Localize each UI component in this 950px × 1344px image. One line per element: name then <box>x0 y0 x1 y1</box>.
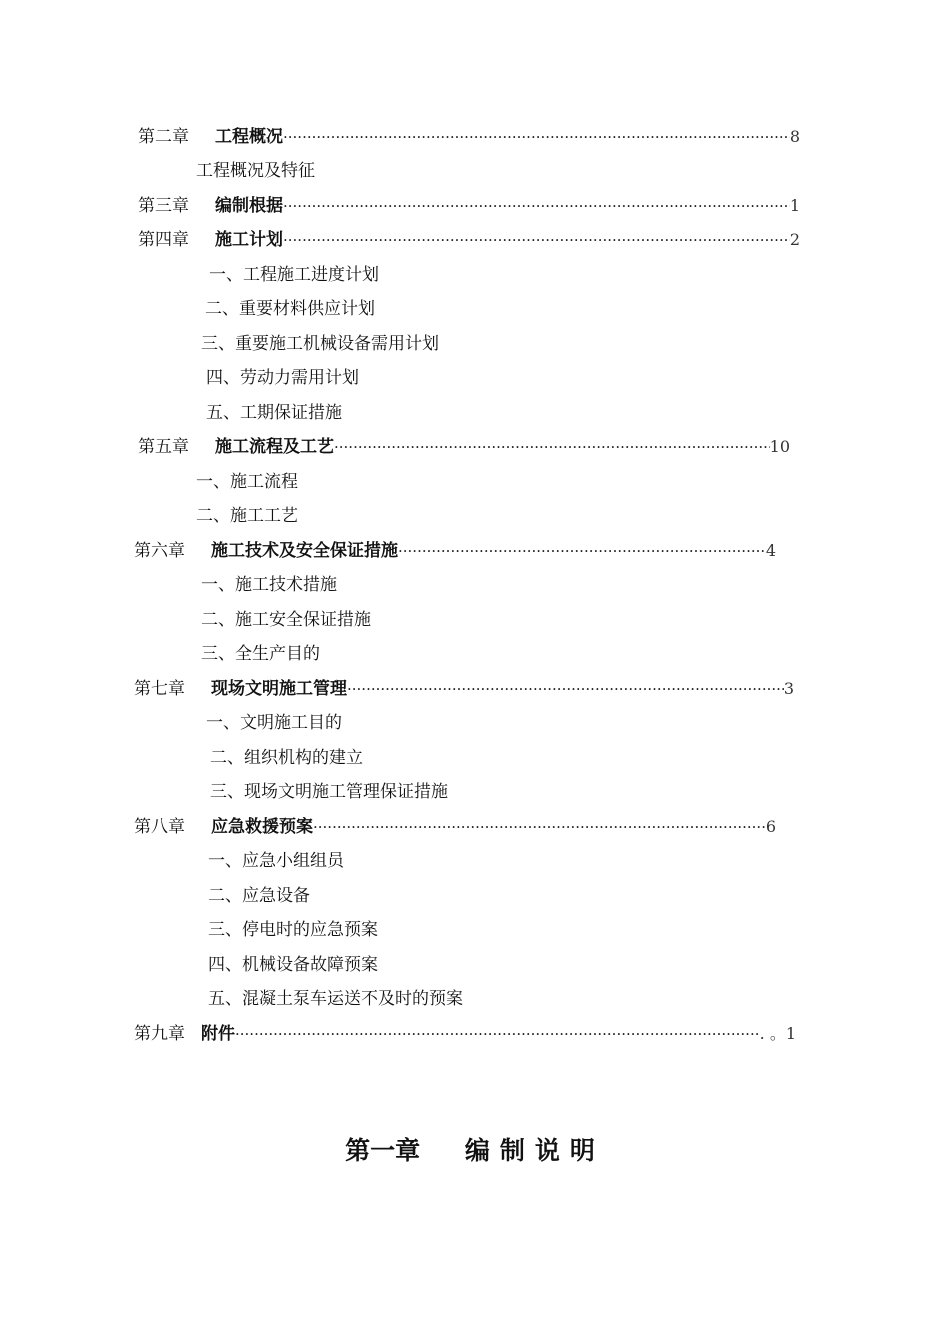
toc-subentry[interactable]: 二、重要材料供应计划 <box>205 299 375 319</box>
toc-subentry[interactable]: 工程概况及特征 <box>196 161 315 181</box>
toc-entry-chapter-5[interactable] <box>138 434 790 460</box>
toc-entry-chapter-9[interactable] <box>134 1021 796 1047</box>
toc-subentry[interactable]: 五、工期保证措施 <box>206 403 342 423</box>
toc-subentry[interactable]: 二、组织机构的建立 <box>210 748 363 768</box>
toc-page-number: 2 <box>789 230 800 249</box>
toc-subentry[interactable]: 二、施工安全保证措施 <box>201 610 371 630</box>
toc-leader-dots <box>235 1021 760 1047</box>
toc-subentry[interactable]: 五、混凝土泵车运送不及时的预案 <box>208 989 463 1009</box>
chapter-heading <box>0 1131 950 1167</box>
toc-chapter-number: 第四章 <box>138 230 189 250</box>
toc-subentry[interactable]: 一、应急小组组员 <box>208 851 344 871</box>
toc-entry-chapter-2[interactable] <box>138 124 800 150</box>
toc-subentry[interactable]: 一、文明施工目的 <box>206 713 342 733</box>
toc-chapter-title: 工程概况 <box>215 127 283 147</box>
toc-chapter-number: 第三章 <box>138 196 189 216</box>
toc-chapter-title: 施工技术及安全保证措施 <box>211 541 398 561</box>
toc-entry-chapter-4[interactable] <box>138 227 800 253</box>
toc-chapter-number: 第六章 <box>134 541 185 561</box>
toc-chapter-number: 第八章 <box>134 817 185 837</box>
toc-leader-dots <box>398 538 766 564</box>
toc-page-number: 3 <box>783 679 794 698</box>
toc-leader-dots <box>347 676 784 702</box>
toc-chapter-title: 施工流程及工艺 <box>215 437 334 457</box>
toc-subentry[interactable]: 一、工程施工进度计划 <box>209 265 379 285</box>
toc-page-number: 6 <box>765 817 776 836</box>
toc-leader-dots <box>334 434 770 460</box>
toc-chapter-number: 第五章 <box>138 437 189 457</box>
toc-page-number: 4 <box>765 541 776 560</box>
toc-leader-dots <box>283 124 790 150</box>
toc-entry-chapter-3[interactable] <box>138 193 800 219</box>
toc-subentry[interactable]: 三、停电时的应急预案 <box>208 920 378 940</box>
toc-chapter-number: 第七章 <box>134 679 185 699</box>
toc-entry-chapter-7[interactable] <box>134 676 794 702</box>
toc-page-number: . 。1 <box>759 1024 796 1043</box>
toc-subentry[interactable]: 三、重要施工机械设备需用计划 <box>201 334 439 354</box>
toc-subentry[interactable]: 四、劳动力需用计划 <box>206 368 359 388</box>
toc-chapter-number: 第九章 <box>134 1024 185 1044</box>
toc-chapter-title: 施工计划 <box>215 230 283 250</box>
toc-page-number: 8 <box>789 127 800 146</box>
toc-chapter-title: 现场文明施工管理 <box>211 679 347 699</box>
toc-entry-chapter-6[interactable] <box>134 538 776 564</box>
chapter-heading-title: 编制说明 <box>464 1136 605 1165</box>
chapter-heading-number: 第一章 <box>345 1136 421 1165</box>
toc-subentry[interactable]: 一、施工技术措施 <box>201 575 337 595</box>
toc-leader-dots <box>283 193 790 219</box>
toc-entry-chapter-8[interactable] <box>134 814 776 840</box>
toc-subentry[interactable]: 三、全生产目的 <box>201 644 320 664</box>
toc-leader-dots <box>313 814 766 840</box>
toc-subentry[interactable]: 四、机械设备故障预案 <box>208 955 378 975</box>
toc-subentry[interactable]: 一、施工流程 <box>196 472 298 492</box>
toc-page-number: 10 <box>769 437 790 456</box>
toc-subentry[interactable]: 二、应急设备 <box>208 886 310 906</box>
toc-subentry[interactable]: 二、施工工艺 <box>196 506 298 526</box>
toc-chapter-number: 第二章 <box>138 127 189 147</box>
toc-page-number: 1 <box>789 196 800 215</box>
toc-leader-dots <box>283 227 790 253</box>
toc-subentry[interactable]: 三、现场文明施工管理保证措施 <box>210 782 448 802</box>
toc-chapter-title: 附件 <box>201 1024 235 1044</box>
toc-chapter-title: 编制根据 <box>215 196 283 216</box>
toc-chapter-title: 应急救援预案 <box>211 817 313 837</box>
